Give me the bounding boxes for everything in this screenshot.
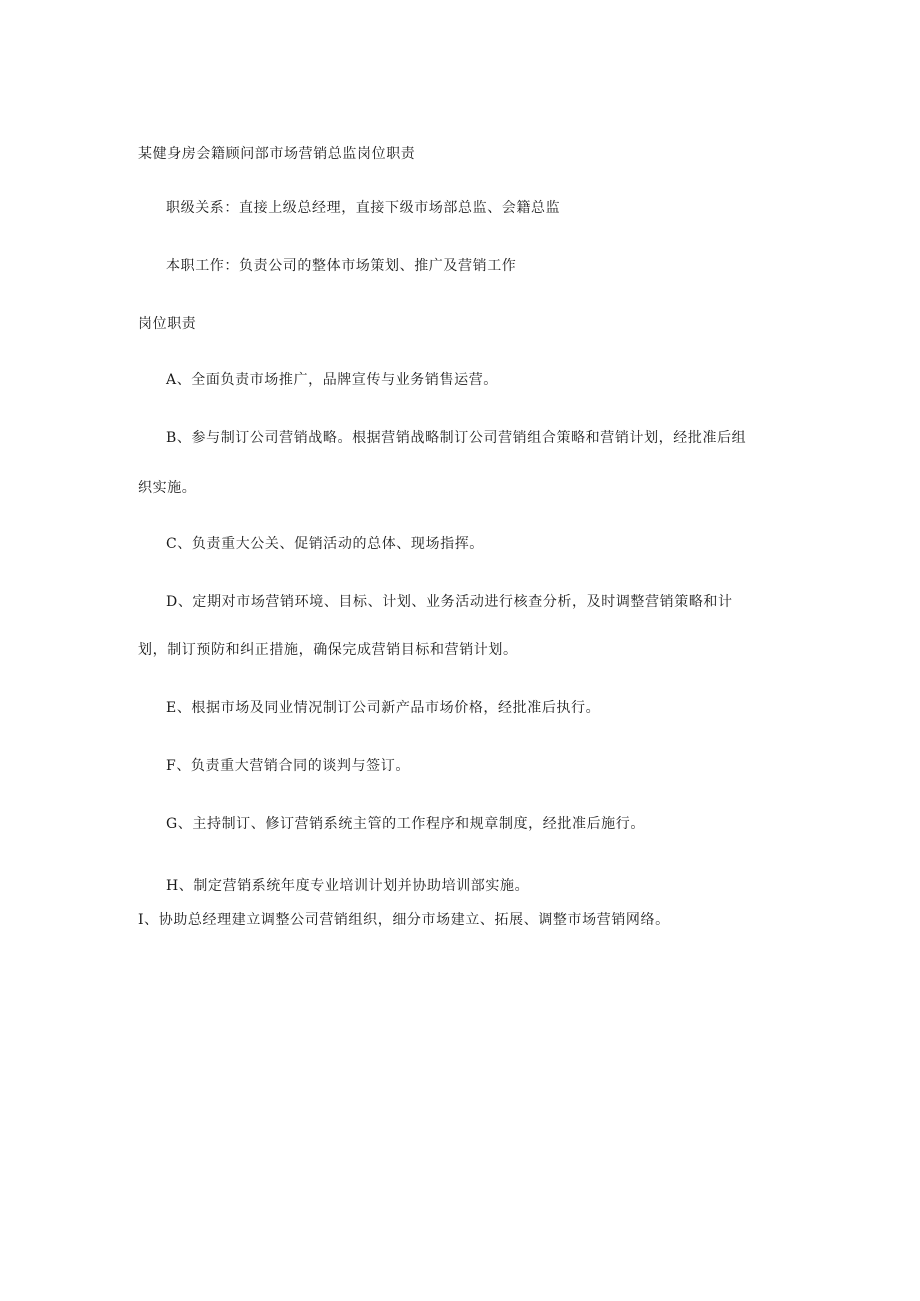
document-title: 某健身房会籍顾问部市场营销总监岗位职责	[138, 146, 416, 162]
duty-item-b-line2: 织实施。	[138, 480, 197, 496]
duty-item-b-line1: B、参与制订公司营销战略。根据营销战略制订公司营销组合策略和营销计划，经批准后组	[166, 430, 747, 446]
duty-item-h: H、制定营销系统年度专业培训计划并协助培训部实施。	[166, 878, 530, 894]
duty-item-g: G、主持制订、修订营销系统主管的工作程序和规章制度，经批准后施行。	[166, 816, 645, 832]
reporting-relation-text: 职级关系：直接上级总经理，直接下级市场部总监、会籍总监	[166, 200, 561, 216]
duty-item-a: A、全面负责市场推广，品牌宣传与业务销售运营。	[166, 372, 498, 388]
section-heading: 岗位职责	[138, 316, 197, 332]
duty-item-e: E、根据市场及同业情况制订公司新产品市场价格，经批准后执行。	[166, 700, 601, 716]
duty-item-d-line1: D、定期对市场营销环境、目标、计划、业务活动进行核查分析，及时调整营销策略和计	[166, 594, 733, 610]
duty-item-d-line2: 划，制订预防和纠正措施，确保完成营销目标和营销计划。	[138, 642, 518, 658]
duty-item-i: I、协助总经理建立调整公司营销组织，细分市场建立、拓展、调整市场营销网络。	[138, 912, 670, 928]
duty-item-c: C、负责重大公关、促销活动的总体、现场指挥。	[166, 536, 484, 552]
duty-item-f: F、负责重大营销合同的谈判与签订。	[166, 758, 410, 774]
main-duty-text: 本职工作：负责公司的整体市场策划、推广及营销工作	[166, 258, 517, 274]
